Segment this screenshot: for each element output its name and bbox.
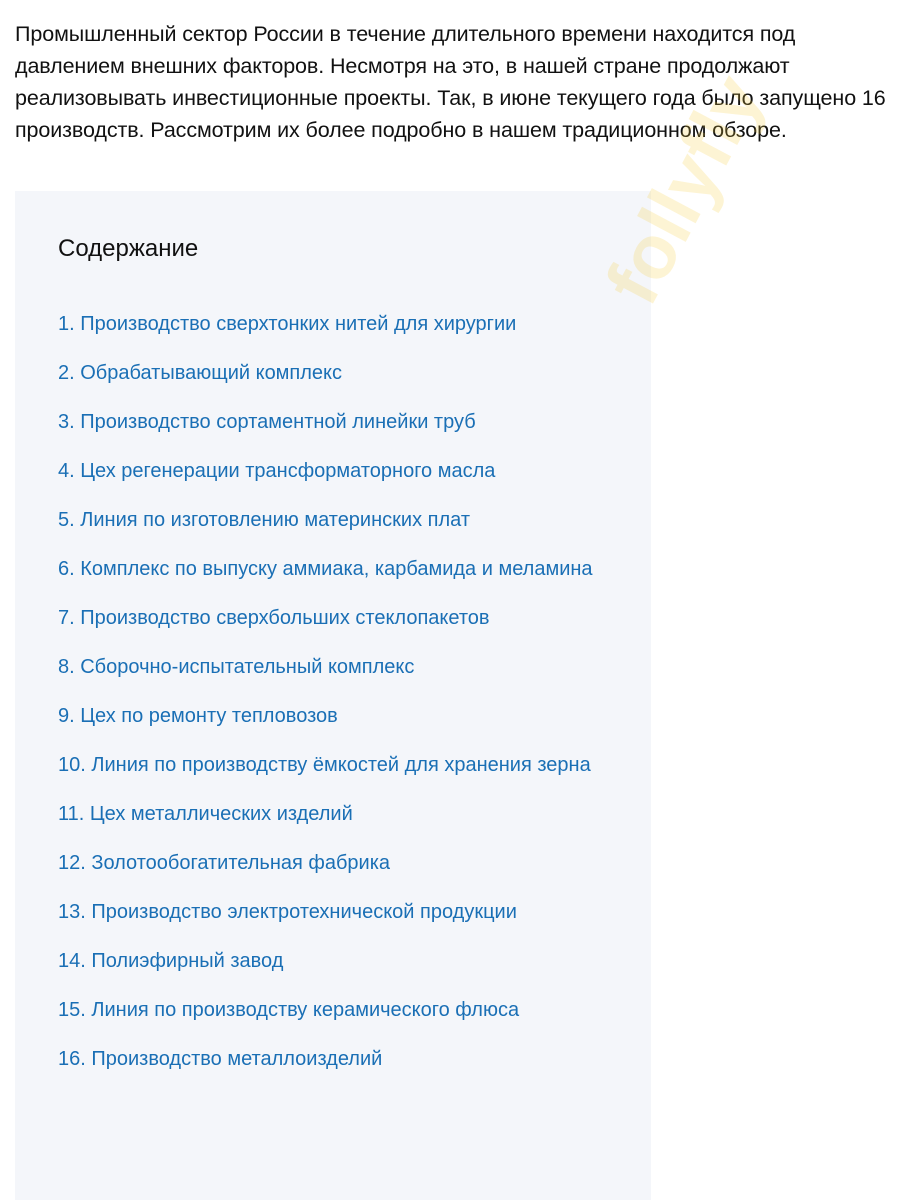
toc-link-9[interactable]: 9. Цех по ремонту тепловозов <box>58 705 338 727</box>
toc-item <box>58 308 618 340</box>
toc-link-2[interactable]: 2. Обрабатывающий комплекс <box>58 362 343 384</box>
toc-item <box>58 455 618 487</box>
toc-link-15[interactable]: 15. Линия по производству керамического флюса <box>58 999 520 1021</box>
toc-link-13[interactable]: 13. Производство электротехнической продукции <box>58 901 517 923</box>
toc-item <box>58 553 618 585</box>
toc-link-3[interactable]: 3. Производство сортаментной линейки труб <box>58 411 476 433</box>
toc-link-1[interactable]: 1. Производство сверхтонких нитей для хирургии <box>58 313 517 335</box>
toc-link-6[interactable]: 6. Комплекс по выпуску аммиака, карбамида и меламина <box>58 558 593 580</box>
table-of-contents <box>15 191 651 1200</box>
toc-item <box>58 406 618 438</box>
toc-link-4[interactable]: 4. Цех регенерации трансформаторного масла <box>58 460 496 482</box>
toc-item <box>58 994 618 1026</box>
toc-link-8[interactable]: 8. Сборочно-испытательный комплекс <box>58 656 415 678</box>
toc-link-11[interactable]: 11. Цех металлических изделий <box>58 803 353 825</box>
toc-link-5[interactable]: 5. Линия по изготовлению материнских плат <box>58 509 470 531</box>
toc-item <box>58 945 618 977</box>
toc-item <box>58 749 618 781</box>
toc-item <box>58 1043 618 1075</box>
toc-item <box>58 700 618 732</box>
toc-item <box>58 798 618 830</box>
toc-link-7[interactable]: 7. Производство сверхбольших стеклопакетов <box>58 607 490 629</box>
toc-item <box>58 651 618 683</box>
toc-title: Содержание <box>58 235 199 262</box>
toc-link-10[interactable]: 10. Линия по производству ёмкостей для хранения зерна <box>58 754 591 776</box>
toc-item <box>58 357 618 389</box>
article-intro: Промышленный сектор России в течение длительного времени находится под давлением внешних факторов. Несмотря на это, в нашей стране продолжают реализовывать инвестиционные проекты. Так, в июне текущего года было запущено 16 производств. Рассмотрим их более подробно в нашем традиционном обзоре. <box>15 22 886 142</box>
toc-item <box>58 602 618 634</box>
toc-list <box>58 308 618 1092</box>
toc-link-12[interactable]: 12. Золотообогатительная фабрика <box>58 852 391 874</box>
toc-item <box>58 847 618 879</box>
toc-link-14[interactable]: 14. Полиэфирный завод <box>58 950 284 972</box>
toc-link-16[interactable]: 16. Производство металлоизделий <box>58 1048 383 1070</box>
toc-item <box>58 896 618 928</box>
watermark: follyfly <box>589 61 780 318</box>
toc-item <box>58 504 618 536</box>
